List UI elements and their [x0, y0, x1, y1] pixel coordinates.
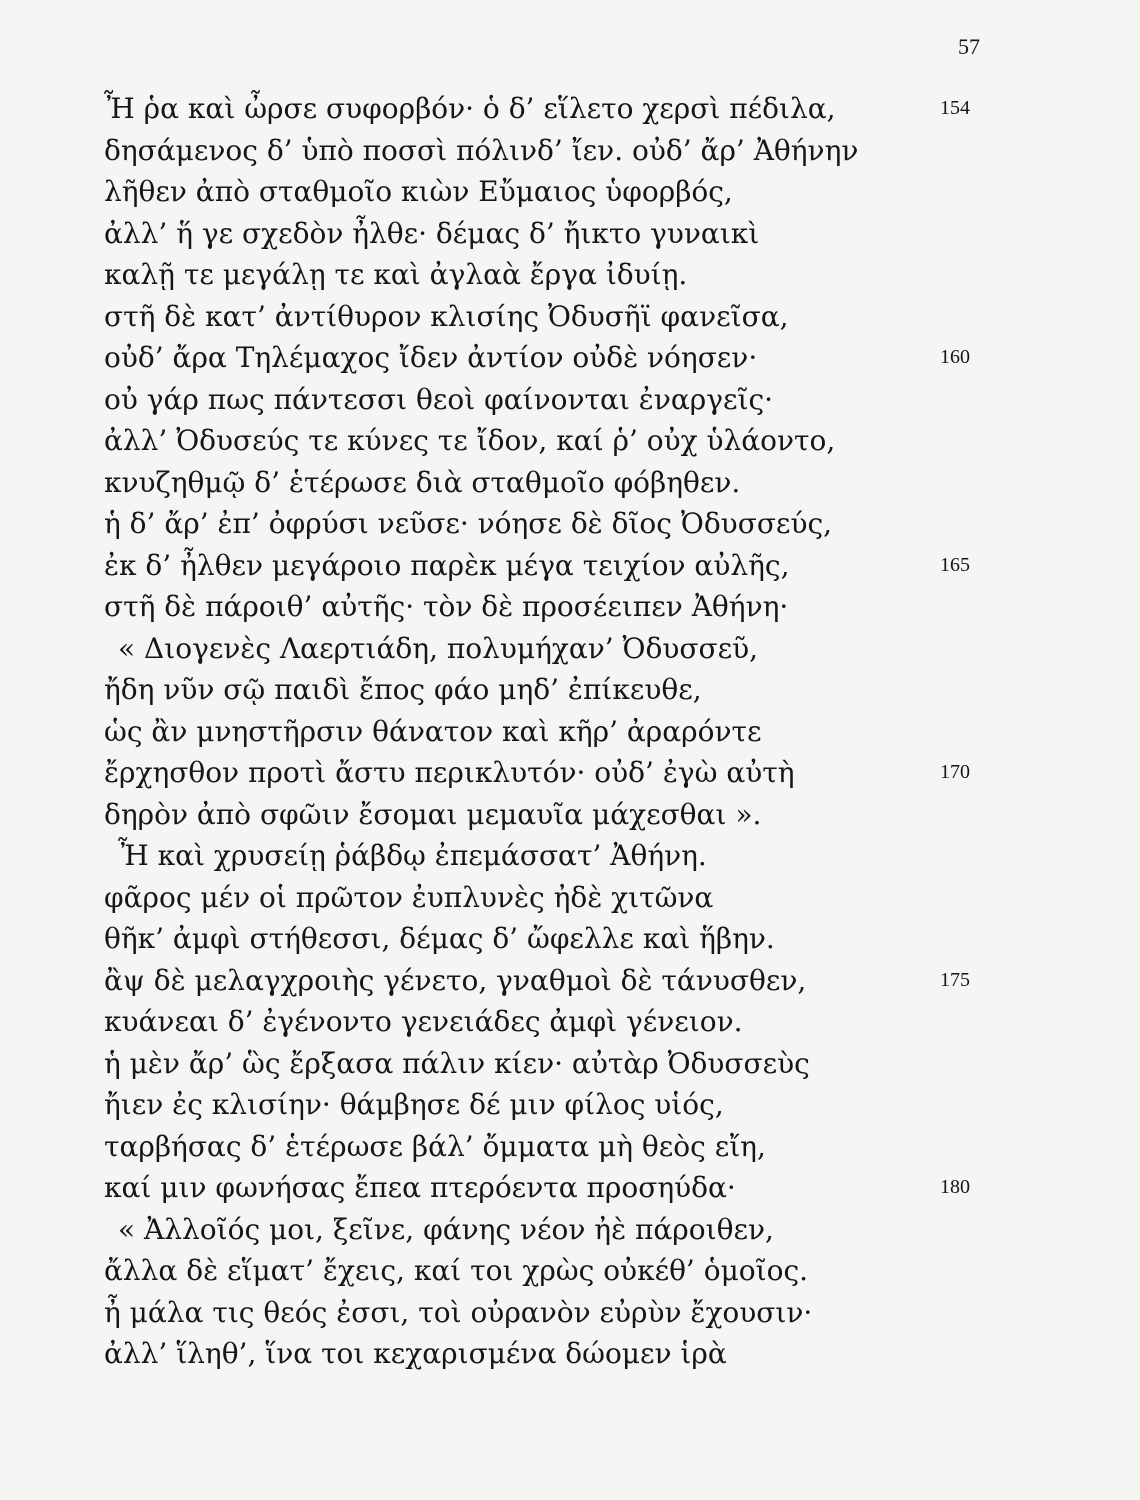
- verse-line: [104, 586, 1004, 628]
- verse-line: [104, 1043, 1004, 1085]
- verse-text: ὡς ἂν μνηστῆρσιν θάνατον καὶ κῆρ’ ἀραρόντε: [104, 714, 762, 748]
- verse-line: [104, 1250, 1004, 1292]
- verse-text: καί μιν φωνήσας ἔπεα πτερόεντα προσηύδα·: [104, 1171, 736, 1204]
- verse-line: [104, 628, 1004, 670]
- verse-text: λῆθεν ἀπὸ σταθμοῖο κιὼν Εὔμαιος ὑφορβός,: [104, 175, 733, 208]
- verse-text: ἀλλ’ ἥ γε σχεδὸν ἦλθε· δέμας δ’ ἤικτο γυναικὶ: [104, 216, 760, 250]
- verse-text: ἀλλ’ Ὀδυσεύς τε κύνες τε ἴδον, καί ῥ’ οὐχ ὑλάοντο,: [104, 424, 836, 457]
- verse-line: [104, 337, 1004, 379]
- verse-list: [104, 88, 1004, 1375]
- verse-line: [104, 296, 1004, 338]
- verse-line: [104, 1333, 1004, 1375]
- page-number: 57: [958, 34, 980, 59]
- verse-line: [104, 171, 1004, 213]
- verse-line: [104, 1167, 1004, 1209]
- verse-text: ἄλλα δὲ εἵματ’ ἔχεις, καί τοι χρὼς οὐκέθ’ ὁμοῖος.: [104, 1254, 809, 1287]
- verse-text: ἔρχησθον προτὶ ἄστυ περικλυτόν· οὐδ’ ἐγὼ αὐτὴ: [104, 756, 795, 789]
- verse-line: [104, 752, 1004, 794]
- verse-line: [104, 960, 1004, 1002]
- verse-text: « Διογενὲς Λαερτιάδη, πολυμήχαν’ Ὀδυσσεῦ,: [118, 631, 759, 665]
- verse-line: [104, 88, 1004, 130]
- verse-text: ἤδη νῦν σῷ παιδὶ ἔπος φάο μηδ’ ἐπίκευθε,: [104, 673, 702, 706]
- verse-text: στῆ δὲ κατ’ ἀντίθυρον κλισίης Ὀδυσῆϊ φανεῖσα,: [104, 299, 789, 333]
- verse-number: 165: [940, 553, 970, 576]
- verse-text: ἤιεν ἐς κλισίην· θάμβησε δέ μιν φίλος υἱός,: [104, 1088, 724, 1121]
- verse-line: [104, 1084, 1004, 1126]
- verse-text: ἀλλ’ ἵληθ’, ἵνα τοι κεχαρισμένα δώομεν ἱρὰ: [104, 1337, 727, 1370]
- verse-text: στῆ δὲ πάροιθ’ αὐτῆς· τὸν δὲ προσέειπεν Ἀθήνη·: [104, 590, 789, 623]
- verse-text: θῆκ’ ἀμφὶ στήθεσσι, δέμας δ’ ὤφελλε καὶ ἥβην.: [104, 922, 775, 955]
- verse-line: [104, 213, 1004, 255]
- verse-line: [104, 254, 1004, 296]
- verse-text: ἡ δ’ ἄρ’ ἐπ’ ὀφρύσι νεῦσε· νόησε δὲ δῖος Ὀδυσσεύς,: [104, 507, 833, 540]
- verse-text: Ἦ ῥα καὶ ὦρσε συφορβόν· ὁ δ’ εἵλετο χερσὶ πέδιλα,: [104, 92, 836, 125]
- verse-text: ἡ μὲν ἄρ’ ὣς ἔρξασα πάλιν κίεν· αὐτὰρ Ὀδυσσεὺς: [104, 1046, 810, 1080]
- verse-number: 170: [940, 761, 970, 783]
- verse-line: [104, 918, 1004, 960]
- verse-number: 154: [940, 97, 970, 119]
- verse-number: 175: [940, 968, 970, 991]
- verse-line: [104, 503, 1004, 545]
- verse-line: [104, 1292, 1004, 1334]
- verse-line: [104, 711, 1004, 753]
- verse-number: 180: [940, 1176, 970, 1198]
- verse-line: [104, 545, 1004, 587]
- verse-line: [104, 420, 1004, 462]
- verse-line: [104, 877, 1004, 919]
- verse-text: ἂψ δὲ μελαγχροιὴς γένετο, γναθμοὶ δὲ τάνυσθεν,: [104, 963, 807, 997]
- verse-line: [104, 1001, 1004, 1043]
- verse-text: φᾶρος μέν οἱ πρῶτον ἐυπλυνὲς ἠδὲ χιτῶνα: [104, 880, 714, 914]
- verse-number: 160: [940, 346, 970, 368]
- verse-line: [104, 794, 1004, 836]
- verse-text: ἐκ δ’ ἦλθεν μεγάροιο παρὲκ μέγα τειχίον αὐλῆς,: [104, 548, 790, 582]
- verse-text: δηρὸν ἀπὸ σφῶιν ἔσομαι μεμαυῖα μάχεσθαι ».: [104, 797, 762, 831]
- verse-line: [104, 379, 1004, 421]
- verse-text: « Ἀλλοῖός μοι, ξεῖνε, φάνης νέον ἠὲ πάροιθεν,: [118, 1212, 774, 1246]
- verse-text: ἦ μάλα τις θεός ἐσσι, τοὶ οὐρανὸν εὐρὺν ἔχουσιν·: [104, 1295, 813, 1329]
- verse-text: οὐ γάρ πως πάντεσσι θεοὶ φαίνονται ἐναργεῖς·: [104, 382, 774, 416]
- verse-text: καλῇ τε μεγάλῃ τε καὶ ἀγλαὰ ἔργα ἰδυίῃ.: [104, 258, 688, 291]
- verse-text: κνυζηθμῷ δ’ ἑτέρωσε διὰ σταθμοῖο φόβηθεν.: [104, 465, 741, 499]
- verse-line: [104, 1126, 1004, 1168]
- verse-text: Ἦ καὶ χρυσείῃ ῥάβδῳ ἐπεμάσσατ’ Ἀθήνη.: [118, 839, 707, 872]
- verse-line: [104, 835, 1004, 877]
- verse-line: [104, 669, 1004, 711]
- verse-text: οὐδ’ ἄρα Τηλέμαχος ἴδεν ἀντίον οὐδὲ νόησεν·: [104, 341, 758, 374]
- verse-text: ταρβήσας δ’ ἑτέρωσε βάλ’ ὄμματα μὴ θεὸς εἴη,: [104, 1129, 766, 1163]
- verse-line: [104, 1209, 1004, 1251]
- verse-line: [104, 130, 1004, 172]
- verse-text: δησάμενος δ’ ὑπὸ ποσσὶ πόλινδ’ ἴεν. οὐδ’ ἄρ’ Ἀθήνην: [104, 133, 859, 167]
- verse-line: [104, 462, 1004, 504]
- verse-text: κυάνεαι δ’ ἐγένοντο γενειάδες ἀμφὶ γένειον.: [104, 1005, 743, 1038]
